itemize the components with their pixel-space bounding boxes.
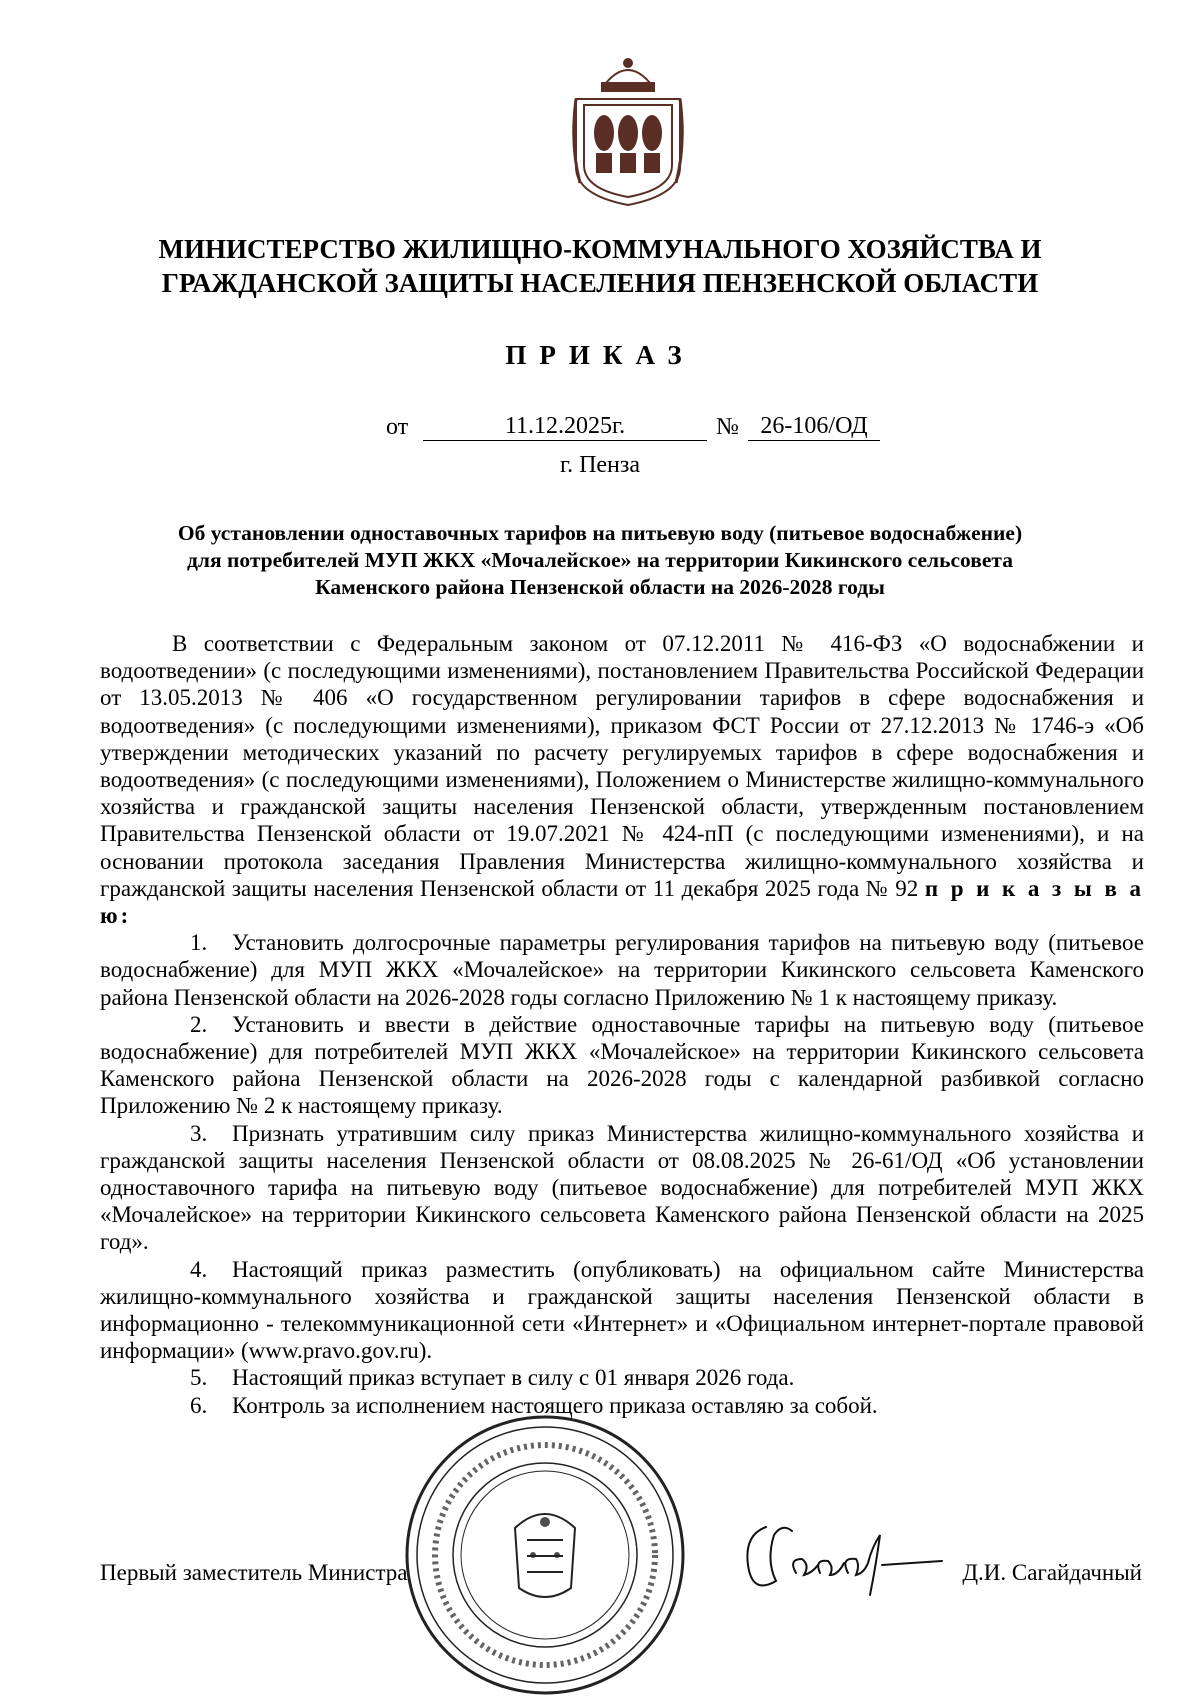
ministry-line-2: ГРАЖДАНСКОЙ ЗАЩИТЫ НАСЕЛЕНИЯ ПЕНЗЕНСКОЙ ОБЛАСТИ [161, 268, 1039, 298]
number-sign: № [716, 414, 739, 440]
order-body [100, 630, 1144, 1419]
date-prefix: от [386, 414, 409, 440]
item-text: Настоящий приказ разместить (опубликовать) на официальном сайте Министерства жилищно-коммунального хозяйства и гражданской защиты населения Пензенской области в информационно - телекоммуникационной сети «Интернет» и «Официальном интернет-портале правовой информации» (www.pravo.gov.ru). [100, 1256, 1144, 1364]
item-text: Настоящий приказ вступает в силу с 01 января 2026 года. [232, 1365, 795, 1391]
item-text: Установить долгосрочные параметры регулирования тарифов на питьевую воду (питьевое водоснабжение) для МУП ЖКХ «Мочалейское» на территории Кикинского сельсовета Каменского района Пензенской области на 2026-2028 годы согласно Приложению № 1 к настоящему приказу. [100, 930, 1144, 1010]
handwritten-signature [736, 1515, 946, 1600]
official-seal-stamp [395, 1410, 695, 1700]
list-item [100, 1256, 1144, 1365]
item-text: Признать утратившим силу приказ Министерства жилищно-коммунального хозяйства и гражданской защиты населения Пензенской области от 08.08.2025 № 26-61/ОД «Об установлении одноставочного тарифа на питьевую воду (питьевое водоснабжение) для потребителей МУП ЖКХ «Мочалейское» на территории Кикинского сельсовета Каменского района Пензенской области на 2025 год». [100, 1120, 1144, 1255]
city: г. Пенза [559, 452, 641, 478]
subject-line-3: Каменского района Пензенской области на 2026-2028 годы [315, 575, 885, 599]
coat-of-arms-emblem [566, 55, 690, 207]
item-number: 1. [190, 930, 208, 956]
list-item [100, 929, 1144, 1011]
preamble-paragraph [100, 630, 1144, 929]
item-number: 4. [190, 1256, 208, 1282]
subject-line-2: для потребителей МУП ЖКХ «Мочалейское» на территории Кикинского сельсовета [187, 548, 1013, 572]
document-type-title: ПРИКАЗ [505, 340, 695, 370]
ministry-line-1: МИНИСТЕРСТВО ЖИЛИЩНО-КОММУНАЛЬНОГО ХОЗЯЙСТВА И [158, 234, 1042, 264]
signatory-position: Первый заместитель Министра [100, 1560, 408, 1585]
item-number: 2. [190, 1011, 208, 1037]
signatory-name: Д.И. Сагайдачный [962, 1560, 1142, 1585]
order-number: 26-106/ОД [748, 412, 880, 441]
item-text: Контроль за исполнением настоящего приказа оставляю за собой. [232, 1392, 878, 1418]
order-subject [100, 520, 1100, 601]
item-text: Установить и ввести в действие одноставочные тарифы на питьевую воду (питьевое водоснабжение) для потребителей МУП ЖКХ «Мочалейское» на территории Кикинского сельсовета Каменского района Пензенской области на 2026-2028 годы с календарной разбивкой согласно Приложению № 2 к настоящему приказу. [100, 1011, 1144, 1119]
list-item [100, 1364, 1144, 1391]
list-item [100, 1011, 1144, 1120]
preamble-text: В соответствии с Федеральным законом от 07.12.2011 № 416-ФЗ «О водоснабжении и водоотведении» (с последующими изменениями), постановлением Правительства Российской Федерации от 13.05.2013 № 406 «О государственном регулировании тарифов в сфере водоснабжения и водоотведения» (с последующими изменениями), приказом ФСТ России от 27.12.2013 № 1746-э «Об утверждении методических указаний по расчету регулируемых тарифов в сфере водоснабжения и водоотведения» (с последующими изменениями), Положением о Министерстве жилищно-коммунального хозяйства и гражданской защиты населения Пензенской области, утвержденным постановлением Правительства Пензенской области от 19.07.2021 № 424-пП (с последующими изменениями), и на основании протокола заседания Правления Министерства жилищно-коммунального хозяйства и гражданской защиты населения Пензенской области от 11 декабря 2025 года № 92 [100, 631, 1144, 901]
order-word: п р и к а з ы в а ю: [100, 875, 1144, 929]
ministry-name [60, 232, 1140, 300]
item-number: 6. [190, 1392, 208, 1418]
item-number: 3. [190, 1120, 208, 1146]
item-number: 5. [190, 1365, 208, 1391]
order-date: 11.12.2025г. [423, 412, 707, 441]
subject-line-1: Об установлении одноставочных тарифов на питьевую воду (питьевое водоснабжение) [177, 521, 1023, 545]
list-item [100, 1120, 1144, 1256]
